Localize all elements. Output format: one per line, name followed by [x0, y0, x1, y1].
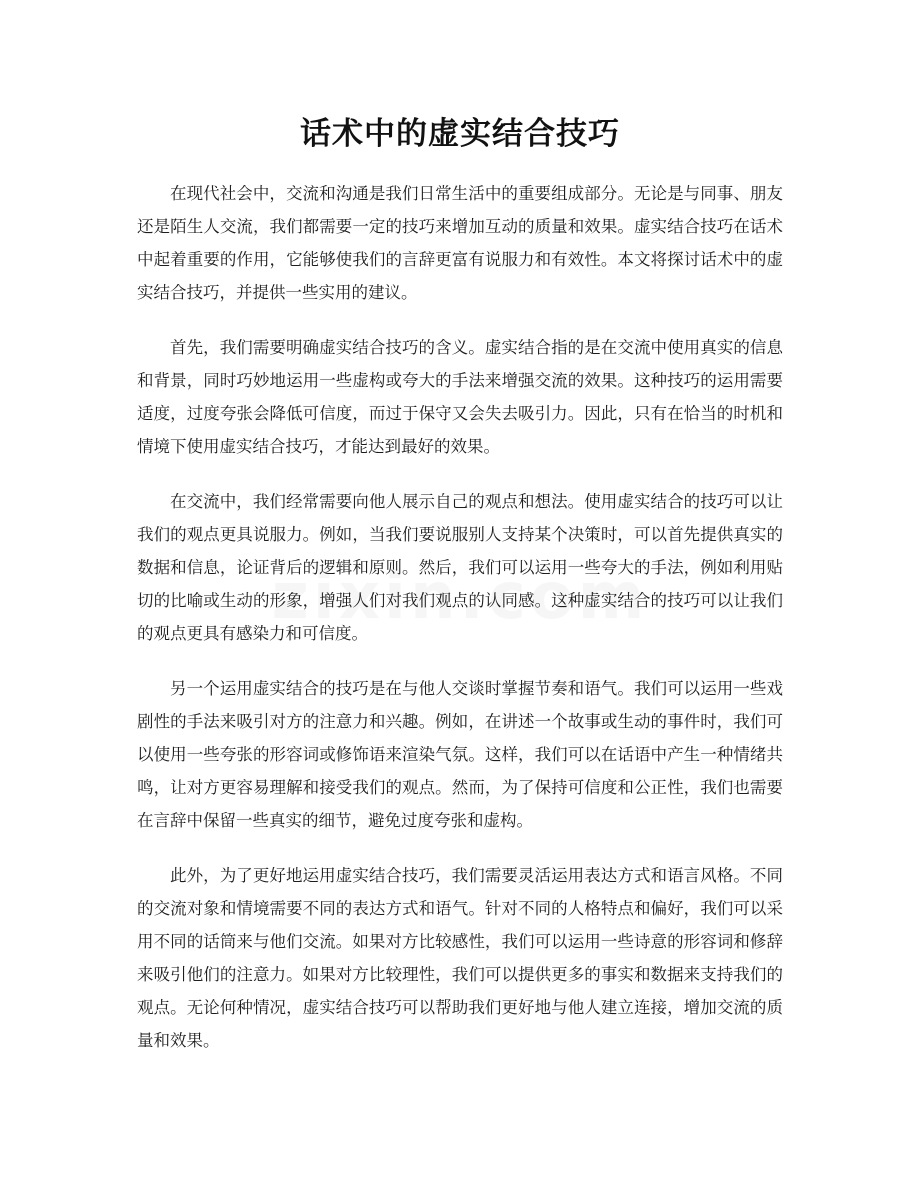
- page-title: 话术中的虚实结合技巧: [300, 116, 620, 152]
- document-body: [137, 177, 783, 1079]
- paragraph-5: 此外，为了更好地运用虚实结合技巧，我们需要灵活运用表达方式和语言风格。不同的交流对象和情境需要不同的表达方式和语气。针对不同的人格特点和偏好，我们可以采用不同的话筒来与他们交流。如果对方比较感性，我们可以运用一些诗意的形容词和修辞来吸引他们的注意力。如果对方比较理性，我们可以提供更多的事实和数据来支持我们的观点。无论何种情况，虚实结合技巧可以帮助我们更好地与他人建立连接，增加交流的质量和效果。: [137, 866, 783, 1050]
- paragraph-2: 首先，我们需要明确虚实结合技巧的含义。虚实结合指的是在交流中使用真实的信息和背景，同时巧妙地运用一些虚构或夸大的手法来增强交流的效果。这种技巧的运用需要适度，过度夸张会降低可信度，而过于保守又会失去吸引力。因此，只有在恰当的时机和情境下使用虚实结合技巧，才能达到最好的效果。: [137, 338, 783, 456]
- paragraph-3: 在交流中，我们经常需要向他人展示自己的观点和想法。使用虚实结合的技巧可以让我们的观点更具说服力。例如，当我们要说服别人支持某个决策时，可以首先提供真实的数据和信息，论证背后的逻辑和原则。然后，我们可以运用一些夸大的手法，例如利用贴切的比喻或生动的形象，增强人们对我们观点的认同感。这种虚实结合的技巧可以让我们的观点更具有感染力和可信度。: [137, 492, 783, 643]
- paragraph-4: 另一个运用虚实结合的技巧是在与他人交谈时掌握节奏和语气。我们可以运用一些戏剧性的手法来吸引对方的注意力和兴趣。例如，在讲述一个故事或生动的事件时，我们可以使用一些夸张的形容词或修饰语来渲染气氛。这样，我们可以在话语中产生一种情绪共鸣，让对方更容易理解和接受我们的观点。然而，为了保持可信度和公正性，我们也需要在言辞中保留一些真实的细节，避免过度夸张和虚构。: [137, 679, 783, 830]
- paragraph-1: 在现代社会中，交流和沟通是我们日常生活中的重要组成部分。无论是与同事、朋友还是陌生人交流，我们都需要一定的技巧来增加互动的质量和效果。虚实结合技巧在话术中起着重要的作用，它能够使我们的言辞更富有说服力和有效性。本文将探讨话术中的虚实结合技巧，并提供一些实用的建议。: [137, 184, 783, 302]
